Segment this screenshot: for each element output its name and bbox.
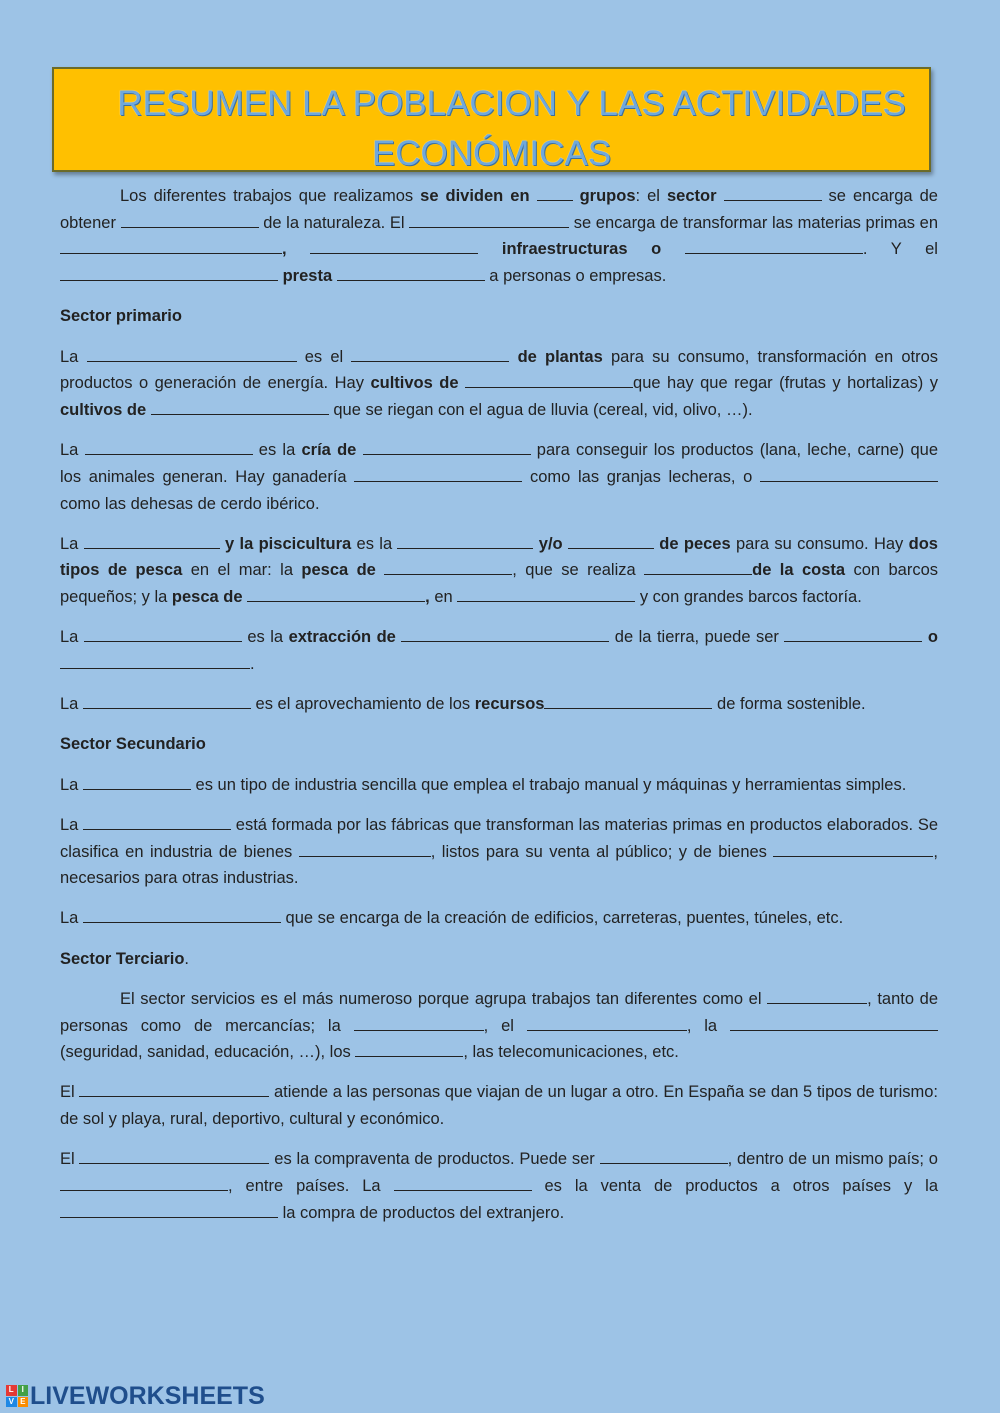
blank-input[interactable] (544, 693, 712, 709)
section-heading-primario (60, 303, 938, 330)
page-title-line1: RESUMEN LA POBLACION Y LAS ACTIVIDADES (117, 84, 906, 123)
bold-text: y la piscicultura (225, 534, 352, 553)
bold-text: recursos (474, 695, 545, 714)
logo-mark-letter: L (6, 1385, 17, 1396)
text: , tanto de personas como de mercancías; la (60, 989, 938, 1035)
blank-input[interactable] (401, 626, 609, 642)
pesca-paragraph (60, 531, 938, 611)
blank-input[interactable] (60, 1202, 278, 1218)
text: , listos para su venta al público; y de bienes (430, 842, 774, 861)
blank-input[interactable] (151, 399, 329, 415)
bold-text: infraestructuras o (501, 240, 662, 259)
text: es la (252, 441, 302, 460)
servicios-paragraph (60, 986, 938, 1066)
agricultura-paragraph (60, 344, 938, 424)
blank-input[interactable] (724, 185, 822, 201)
blank-input[interactable] (465, 372, 633, 388)
blank-input[interactable] (60, 238, 282, 254)
text: , el (483, 1016, 527, 1035)
bold-text: cría de (301, 441, 357, 460)
blank-input[interactable] (730, 1015, 938, 1031)
blank-input[interactable] (773, 841, 933, 857)
blank-input[interactable] (354, 466, 522, 482)
section-heading-terciario (60, 946, 938, 973)
blank-input[interactable] (784, 626, 922, 642)
text: para su consumo. Hay (730, 534, 909, 553)
bold-text: de plantas (517, 347, 603, 366)
turismo-paragraph (60, 1079, 938, 1132)
construccion-paragraph (60, 905, 938, 932)
bold-text: , (425, 588, 430, 607)
text: es la (351, 534, 398, 553)
bold-text: cultivos de (60, 400, 147, 419)
text: a personas o empresas. (484, 267, 667, 286)
text: Los diferentes trabajos que realizamos (120, 187, 421, 205)
bold-text: pesca de (171, 588, 243, 607)
blank-input[interactable] (394, 1175, 532, 1191)
blank-input[interactable] (83, 774, 191, 790)
section-heading-secundario (60, 731, 938, 758)
text: para su consumo, transformación en otros productos o generación de energía. Hay (60, 347, 939, 393)
blank-input[interactable] (767, 988, 867, 1004)
blank-input[interactable] (760, 466, 938, 482)
bold-text: dos tipos de pesca (60, 534, 938, 580)
text: : el (635, 187, 667, 205)
blank-input[interactable] (644, 559, 752, 575)
text: se encarga de transformar las materias primas en (569, 213, 939, 232)
blank-input[interactable] (363, 439, 531, 455)
text: es la compraventa de productos. Puede ser (269, 1150, 600, 1169)
blank-input[interactable] (409, 212, 569, 228)
blank-input[interactable] (355, 1041, 463, 1057)
bold-text: de la costa (752, 561, 846, 580)
heading-text: Sector Secundario (60, 735, 206, 754)
blank-input[interactable] (685, 238, 863, 254)
blank-input[interactable] (457, 586, 635, 602)
text: , las telecomunicaciones, etc. (463, 1043, 679, 1062)
artesania-paragraph (60, 772, 938, 799)
text: El (60, 1083, 80, 1102)
text: La (60, 815, 84, 834)
blank-input[interactable] (351, 346, 509, 362)
text: es el aprovechamiento de los (250, 695, 475, 714)
bold-text: grupos (579, 187, 636, 205)
heading-text: Sector primario (60, 307, 182, 326)
text: de la naturaleza. El (258, 213, 410, 232)
ganaderia-paragraph (60, 437, 938, 517)
text: es la (241, 628, 289, 647)
text: , dentro de un mismo país; o (727, 1150, 938, 1169)
blank-input[interactable] (60, 653, 250, 669)
bold-text: o (927, 628, 938, 647)
text: , necesarios para otras industrias. (60, 842, 938, 888)
text: . Y el (862, 240, 938, 259)
blank-input[interactable] (87, 346, 297, 362)
logo-mark-letter: V (6, 1397, 17, 1408)
bold-text: sector (666, 187, 717, 205)
mineria-paragraph (60, 624, 938, 677)
text: está formada por las fábricas que transforman las materias primas en productos elaborados. Se clasifica en industria de bienes (60, 815, 938, 861)
logo-mark-letter: I (18, 1385, 29, 1396)
logo-text: LIVEWORKSHEETS (30, 1381, 265, 1410)
text: que se riegan con el agua de lluvia (cereal, vid, olivo, …). (328, 400, 753, 419)
bold-text: se dividen en (420, 187, 530, 205)
text: con barcos pequeños; y la (60, 561, 939, 607)
bold-text: extracción de (288, 628, 396, 647)
blank-input[interactable] (354, 1015, 484, 1031)
industria-paragraph (60, 812, 938, 892)
blank-input[interactable] (310, 238, 478, 254)
blank-input[interactable] (527, 1015, 687, 1031)
blank-input[interactable] (600, 1148, 728, 1164)
text: de la tierra, puede ser (609, 628, 785, 647)
text: La (60, 534, 84, 553)
text: La (60, 775, 83, 794)
intro-paragraph (60, 183, 938, 290)
text: El sector servicios es el más numeroso porque agrupa trabajos tan diferentes como el (120, 989, 768, 1008)
text: La (60, 441, 85, 460)
text: para conseguir los productos (lana, leche, carne) que los animales generan. Hay ganadería (60, 441, 939, 486)
text: . (184, 949, 190, 968)
text: , la (686, 1016, 730, 1035)
text: atiende a las personas que viajan de un lugar a otro. En España se dan 5 tipos de turismo: de sol y playa, rural, deportivo, cultural y económico. (60, 1083, 938, 1129)
bold-text: pesca de (301, 561, 376, 580)
text: es la venta de productos a otros países y la (531, 1177, 938, 1196)
heading-text: Sector Terciario (60, 949, 185, 968)
text: La (60, 695, 83, 714)
blank-input[interactable] (84, 626, 242, 642)
page-title-line2: ECONÓMICAS (371, 134, 612, 173)
text: (seguridad, sanidad, educación, …), los (60, 1043, 356, 1062)
blank-input[interactable] (121, 212, 259, 228)
blank-input[interactable] (537, 185, 573, 201)
text: es un tipo de industria sencilla que emplea el trabajo manual y máquinas y herramientas simples. (190, 775, 907, 794)
blank-input[interactable] (79, 1081, 269, 1097)
text: La (60, 628, 84, 647)
text: se encarga de obtener (60, 187, 938, 232)
text: , entre países. La (228, 1177, 394, 1196)
logo-mark-icon (6, 1385, 28, 1407)
text: como las dehesas de cerdo ibérico. (60, 494, 320, 513)
text: es el (296, 347, 352, 366)
bold-text: presta (282, 267, 333, 286)
blank-input[interactable] (83, 693, 251, 709)
comercio-paragraph (60, 1146, 938, 1226)
text: La (60, 909, 83, 928)
text: en el mar: la (182, 561, 302, 580)
text: que hay que regar (frutas y hortalizas) y (633, 374, 938, 393)
text: la compra de productos del extranjero. (278, 1203, 565, 1222)
title-banner (52, 67, 931, 172)
blank-input[interactable] (384, 559, 512, 575)
blank-input[interactable] (337, 265, 485, 281)
blank-input[interactable] (60, 1175, 228, 1191)
text: que se encarga de la creación de edificios, carreteras, puentes, túneles, etc. (280, 909, 844, 928)
text: en (429, 588, 458, 607)
blank-input[interactable] (83, 814, 231, 830)
blank-input[interactable] (568, 533, 654, 549)
blank-input[interactable] (84, 533, 220, 549)
text: y con grandes barcos factoría. (635, 588, 862, 607)
text: de forma sostenible. (712, 695, 866, 714)
text: La (60, 347, 87, 366)
blank-input[interactable] (299, 841, 431, 857)
blank-input[interactable] (247, 586, 425, 602)
bold-text: y/o (538, 534, 563, 553)
bold-text: de peces (659, 534, 731, 553)
forestal-paragraph (60, 691, 938, 718)
blank-input[interactable] (60, 265, 278, 281)
liveworksheets-logo (6, 1383, 265, 1409)
text: . (250, 655, 255, 674)
blank-input[interactable] (397, 533, 533, 549)
blank-input[interactable] (79, 1148, 269, 1164)
logo-mark-letter: E (18, 1397, 29, 1408)
text: como las granjas lecheras, o (522, 467, 760, 486)
text: , que se realiza (512, 561, 645, 580)
text: El (60, 1150, 80, 1169)
blank-input[interactable] (83, 907, 281, 923)
worksheet-content (60, 183, 938, 1240)
blank-input[interactable] (85, 439, 253, 455)
bold-text: , (282, 240, 287, 259)
bold-text: cultivos de (370, 374, 459, 393)
